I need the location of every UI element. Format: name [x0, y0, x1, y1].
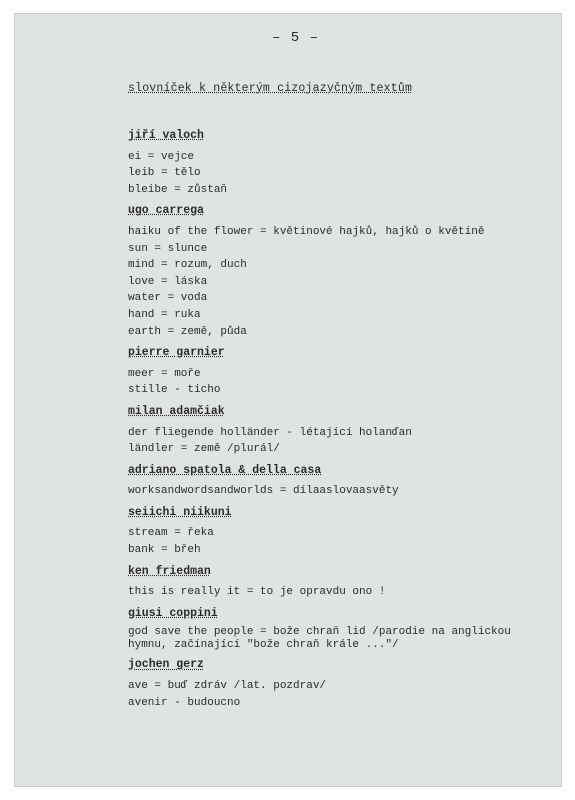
glossary-section — [128, 657, 548, 711]
author-heading: milan adamčiak — [128, 404, 225, 418]
glossary-entry: this is really it = to je opravdu ono ! — [128, 586, 386, 599]
glossary-entry: water = voda — [128, 292, 208, 305]
glossary-entry: stille - ticho — [128, 384, 221, 397]
glossary-section — [128, 345, 548, 399]
glossary-entry: hand = ruka — [128, 308, 201, 321]
glossary-entry: god save the people = bože chraň lid /parodie na anglickou hymnu, začínající "bože chraň krále ..."/ — [128, 626, 511, 652]
glossary-section — [128, 564, 548, 601]
glossary-entry: ei = vejce — [128, 150, 195, 163]
author-heading: jochen gerz — [128, 658, 204, 672]
author-heading: ugo carrega — [128, 204, 204, 218]
glossary-entry: meer = moře — [128, 367, 201, 380]
page-number: – 5 – — [272, 30, 320, 46]
glossary-list — [128, 128, 548, 711]
page-title: slovníček k některým cizojazyčným textům — [128, 82, 413, 95]
glossary-entry: der fliegende holländer - létající holanďan — [128, 426, 412, 439]
author-heading: adriano spatola & della casa — [128, 463, 322, 477]
glossary-entry: mind = rozum, duch — [128, 259, 247, 272]
glossary-entry: stream = řeka — [128, 527, 214, 540]
glossary-section — [128, 606, 548, 653]
glossary-entry: earth = země, půda — [128, 325, 247, 338]
author-heading: pierre garnier — [128, 346, 225, 360]
author-heading: ken friedman — [128, 564, 211, 578]
glossary-entry: ave = buď zdráv /lat. pozdrav/ — [128, 680, 327, 693]
glossary-entry: avenir - budoucno — [128, 696, 241, 709]
glossary-entry: sun = slunce — [128, 242, 208, 255]
glossary-section — [128, 203, 548, 340]
glossary-entry: worksandwordsandworlds = dílaaslovaasvěty — [128, 485, 399, 498]
author-heading: jiří valoch — [128, 129, 204, 142]
author-heading: giusi coppini — [128, 606, 218, 620]
glossary-section — [128, 463, 548, 500]
glossary-entry: love = láska — [128, 275, 208, 288]
glossary-entry: leib = tělo — [128, 167, 201, 180]
glossary-entry: bleibe = zůstaň — [128, 183, 228, 196]
glossary-entry: haiku of the flower = květinové hajků, hajků o květině — [128, 225, 485, 238]
author-heading: seiichi niikuni — [128, 505, 232, 519]
glossary-section — [128, 128, 548, 198]
glossary-section — [128, 505, 548, 559]
glossary-entry: ländler = země /plurál/ — [128, 443, 280, 456]
glossary-section — [128, 404, 548, 458]
glossary-entry: bank = břeh — [128, 544, 201, 557]
